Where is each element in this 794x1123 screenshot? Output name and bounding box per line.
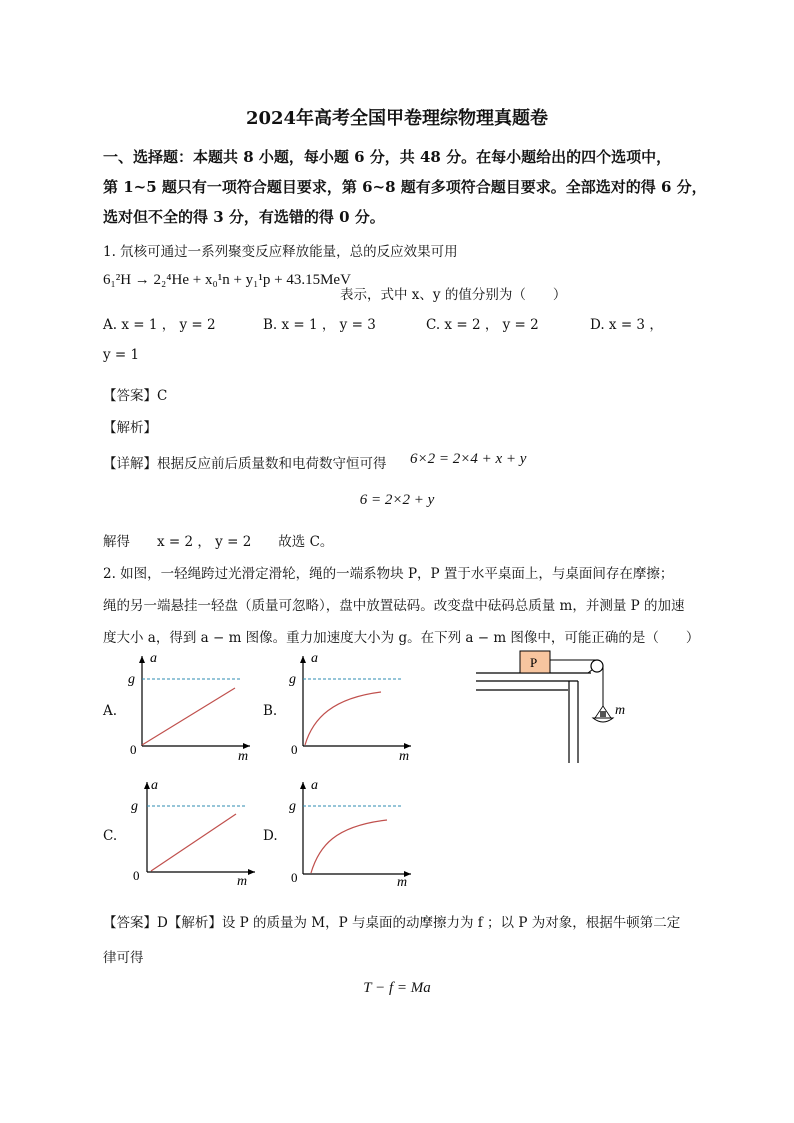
q1-stem: 1. 氘核可通过一系列聚变反应释放能量，总的反应效果可用 bbox=[103, 244, 458, 260]
graph-c-y-arrow bbox=[144, 782, 150, 789]
q1-equation: 6₁²H → 2₂⁴He + x₀¹n + y₁¹p + 43.15MeV bbox=[103, 272, 351, 288]
q2-stem-line-2: 绳的另一端悬挂一轻盘（质量可忽略），盘中放置砝码。改变盘中砝码总质量 m，并测量 P 的加速 bbox=[103, 598, 685, 614]
graph-b-y-label: a bbox=[311, 651, 318, 666]
q1-answer: 【答案】C bbox=[103, 388, 168, 404]
q2-equation: T − f = Ma bbox=[363, 980, 431, 996]
graph-c-x-arrow bbox=[248, 869, 255, 875]
q2-stem-line-3: 度大小 a，得到 a − m 图像。重力加速度大小为 g。在下列 a − m 图像中，可能正确的是（ ） bbox=[103, 630, 700, 646]
block-p-label: P bbox=[530, 655, 538, 670]
graph-c-curve bbox=[151, 814, 236, 871]
apparatus-figure bbox=[470, 648, 640, 766]
graph-c-origin: 0 bbox=[133, 868, 140, 883]
graph-c bbox=[127, 776, 262, 891]
graph-a-origin: 0 bbox=[130, 742, 137, 757]
q1-stem-2: 表示，式中 x、y 的值分别为（ ） bbox=[340, 287, 567, 303]
graph-a-y-label: a bbox=[150, 651, 157, 666]
q1-option-a: A. x = 1 ， y = 2 bbox=[103, 317, 216, 333]
q1-detail: 【详解】根据反应前后质量数和电荷数守恒可得 bbox=[103, 456, 387, 472]
graph-d-curve bbox=[311, 820, 387, 873]
page-title: 2024年高考全国甲卷理综物理真题卷 bbox=[245, 108, 549, 129]
graph-d-origin: 0 bbox=[291, 870, 298, 885]
q1-option-d: D. x = 3 ， bbox=[590, 317, 663, 333]
graph-d-x-label: m bbox=[397, 875, 408, 890]
graph-b-label: B. bbox=[263, 703, 278, 719]
graph-d-y-label: a bbox=[311, 778, 318, 793]
mass-label: m bbox=[615, 703, 626, 718]
section-instructions-line-3: 选对但不全的得 3 分，有选错的得 0 分。 bbox=[103, 208, 385, 226]
q1-solve: 解得 x = 2 ， y = 2 故选 C。 bbox=[103, 534, 334, 550]
graph-c-label: C. bbox=[103, 828, 118, 844]
graph-d-label: D. bbox=[263, 828, 278, 844]
q1-option-b: B. x = 1 ， y = 3 bbox=[263, 317, 376, 333]
graph-a-curve bbox=[142, 688, 235, 745]
graph-b-curve bbox=[305, 692, 381, 745]
graph-c-x-label: m bbox=[237, 874, 248, 889]
section-instructions-line-1: 一、选择题：本题共 8 小题，每小题 6 分，共 48 分。在每小题给出的四个选项中， bbox=[103, 148, 672, 166]
section-instructions-line-2: 第 1~5 题只有一项符合题目要求，第 6~8 题有多项符合题目要求。全部选对的得 6 分， bbox=[103, 178, 707, 196]
q2-stem-line-1: 2. 如图，一轻绳跨过光滑定滑轮，绳的一端系物块 P，P 置于水平桌面上，与桌面间存在摩擦； bbox=[103, 566, 674, 582]
graph-d-y-arrow bbox=[300, 782, 306, 789]
q1-detail-eq1: 6×2 = 2×4 + x + y bbox=[410, 451, 527, 467]
graph-d-g-label: g bbox=[289, 799, 296, 814]
graph-b-y-arrow bbox=[300, 656, 306, 663]
graph-c-g-label: g bbox=[131, 799, 138, 814]
pan-icon bbox=[593, 718, 613, 722]
graph-b bbox=[283, 648, 418, 763]
q1-analysis-label: 【解析】 bbox=[103, 420, 157, 436]
graph-a bbox=[122, 648, 257, 763]
graph-a-g-label: g bbox=[128, 672, 135, 687]
q1-option-c: C. x = 2 ， y = 2 bbox=[426, 317, 539, 333]
graph-c-y-label: a bbox=[151, 778, 158, 793]
pulley-icon bbox=[591, 660, 603, 672]
graph-b-x-label: m bbox=[399, 749, 410, 763]
q2-answer: 【答案】D【解析】设 P 的质量为 M，P 与桌面的动摩擦力为 f ；以 P 为对象，根据牛顿第二定 bbox=[103, 915, 681, 931]
graph-a-y-arrow bbox=[139, 656, 145, 663]
graph-a-label: A. bbox=[103, 703, 118, 719]
graph-b-g-label: g bbox=[289, 672, 296, 687]
q1-detail-eq2: 6 = 2×2 + y bbox=[359, 492, 435, 508]
q1-option-d-cont: y = 1 bbox=[103, 347, 140, 363]
weight-icon bbox=[600, 711, 606, 717]
graph-b-origin: 0 bbox=[291, 742, 298, 757]
q2-answer-line-2: 律可得 bbox=[103, 950, 144, 966]
graph-a-x-label: m bbox=[238, 749, 249, 763]
graph-d bbox=[283, 776, 418, 891]
